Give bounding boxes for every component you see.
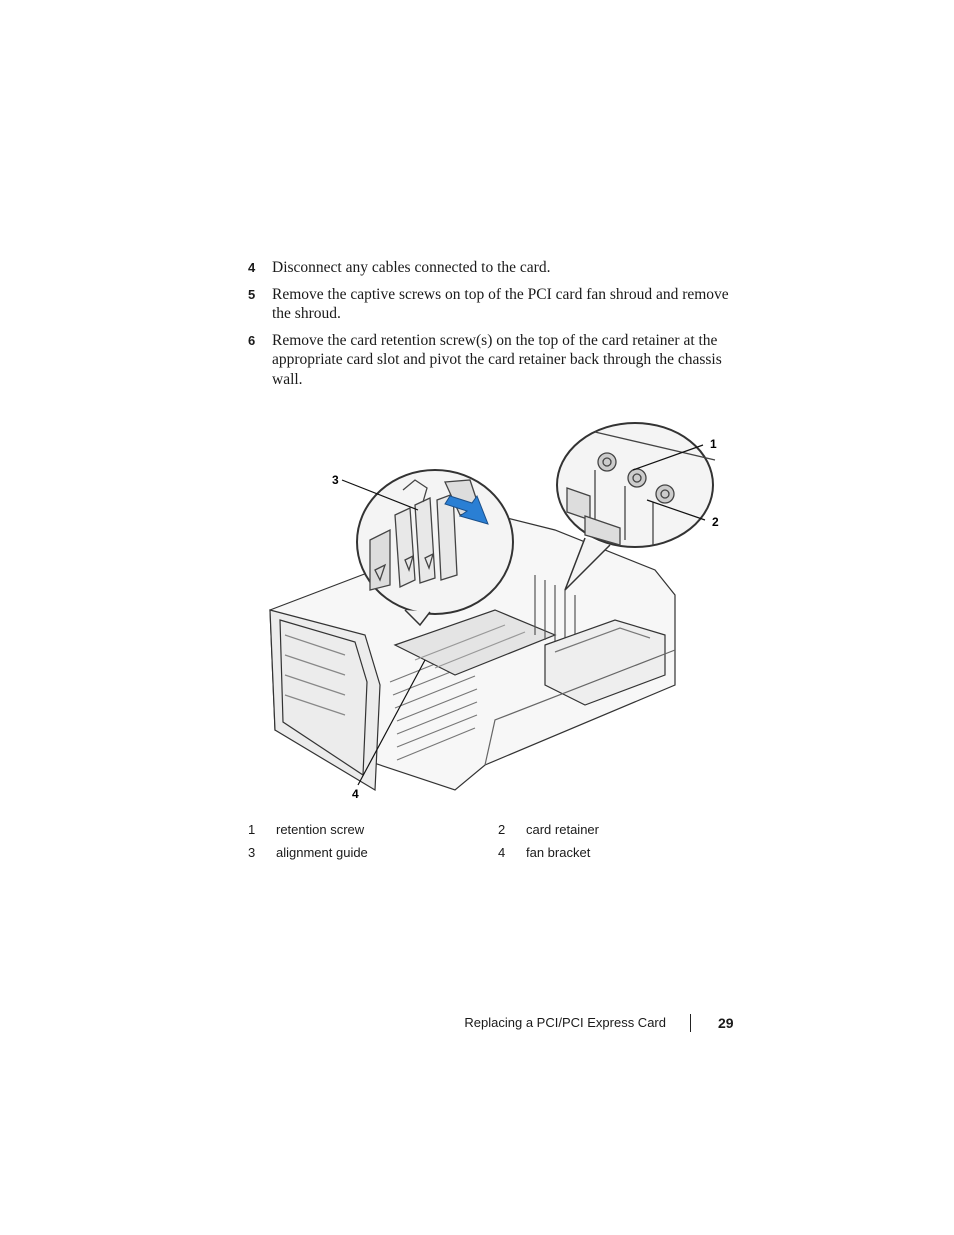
legend-row bbox=[248, 822, 748, 845]
legend-number: 4 bbox=[498, 845, 506, 860]
step-number: 5 bbox=[248, 286, 256, 302]
legend-number: 1 bbox=[248, 822, 256, 837]
legend-label: retention screw bbox=[276, 822, 365, 837]
computer-chassis-illustration bbox=[255, 420, 735, 810]
callout-label-3: 3 bbox=[332, 473, 339, 487]
callout-label-1: 1 bbox=[710, 437, 717, 451]
legend-number: 2 bbox=[498, 822, 506, 837]
legend-number: 3 bbox=[248, 845, 256, 860]
step-text: Remove the card retention screw(s) on the top of the card retainer at the appropriate card slot and pivot the card retainer back through the chassis wall. bbox=[272, 331, 722, 388]
step-number: 6 bbox=[248, 332, 256, 348]
callout-label-2: 2 bbox=[712, 515, 719, 529]
page-footer bbox=[0, 1015, 954, 1035]
step-item bbox=[248, 331, 738, 390]
legend-label: fan bracket bbox=[526, 845, 591, 860]
legend-label: alignment guide bbox=[276, 845, 368, 860]
step-number: 4 bbox=[248, 260, 256, 275]
section-title: Replacing a PCI/PCI Express Card bbox=[464, 1015, 666, 1030]
step-item bbox=[248, 258, 738, 278]
step-text: Disconnect any cables connected to the card. bbox=[272, 259, 551, 276]
legend-label: card retainer bbox=[526, 822, 599, 837]
callout-label-4: 4 bbox=[352, 787, 359, 801]
procedure-steps bbox=[248, 258, 738, 396]
step-text: Remove the captive screws on top of the PCI card fan shroud and remove the shroud. bbox=[272, 285, 729, 322]
figure-legend bbox=[248, 822, 748, 868]
page-number: 29 bbox=[718, 1015, 734, 1031]
footer-divider bbox=[690, 1014, 691, 1032]
chassis-drawing bbox=[255, 420, 735, 810]
step-item bbox=[248, 285, 738, 324]
legend-row bbox=[248, 845, 748, 868]
